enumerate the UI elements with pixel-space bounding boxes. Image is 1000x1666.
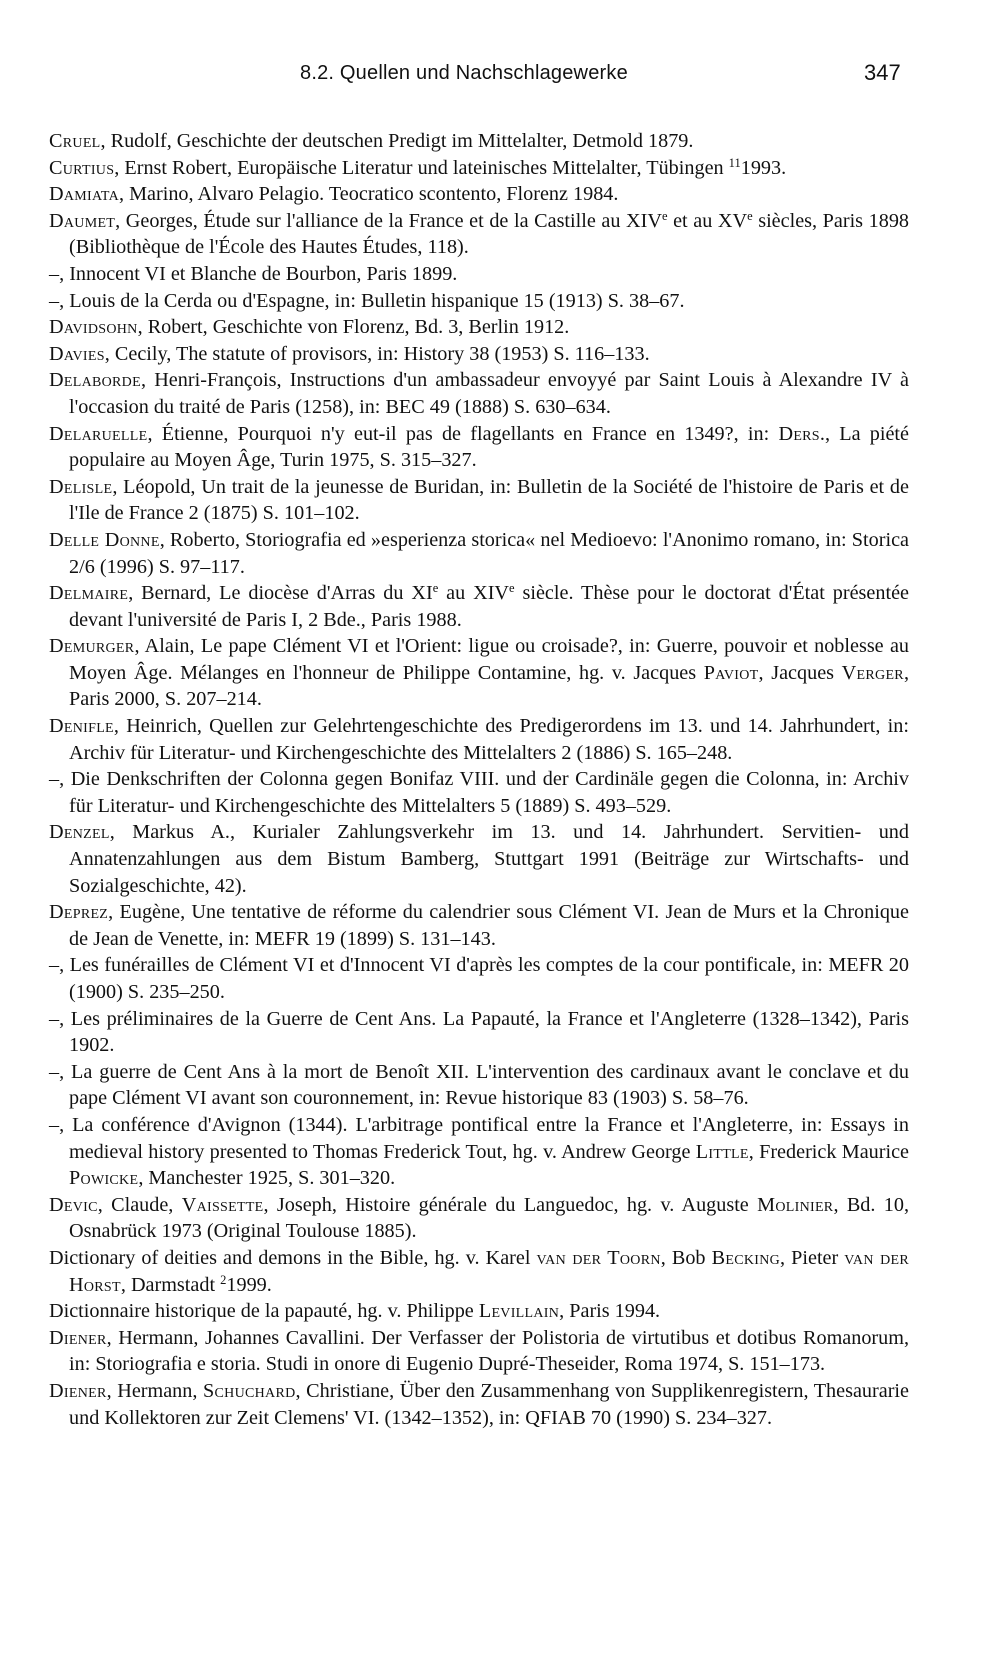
author-name: Diener [49,1326,107,1349]
entry-text: –, Les funérailles de Clément VI et d'Innocent VI d'après les comptes de la cour pontificale, in: MEFR 20 (1900) S. 235–250. [49,954,909,1003]
entry-text: –, Die Denkschriften der Colonna gegen Bonifaz VIII. und der Cardinäle gegen die Colonna, in: Archiv für Literatur- und Kirchengeschichte des Mittelalters 5 (1889) S. 493–529. [49,768,909,817]
entry-text: siècle. Thèse pour le doctorat d'État présentée devant l'université de Paris I, 2 Bde., Paris 1988. [69,582,909,631]
author-name: Delmaire [49,582,129,605]
author-name: Curtius [49,156,115,179]
entry-text: au XIV [438,582,510,605]
entry-text: ., La piété populaire au Moyen Âge, Turin 1975, S. 315–327. [69,422,909,472]
entry-text: 1999. [226,1273,272,1296]
entry-text: , Marino, Alvaro Pelagio. Teocratico scontento, Florenz 1984. [119,183,619,206]
entry-text: , Henri-François, Instructions d'un ambassadeur envoyyé par Saint Louis à Alexandre IV à l'occasion du traité de Paris (1258), in: BEC 49 (1888) S. 630–634. [69,369,909,418]
author-name: Davies [49,342,105,365]
bibliography-entry-curtius [49,155,909,182]
entry-text: , Paris 1994. [559,1300,661,1323]
entry-text: , Christiane, Über den Zusammenhang von Supplikenregistern, Thesaurarie und Kollektoren zur Zeit Clemens' VI. (1342–1352), in: QFIAB 70 (1990) S. 234–327. [69,1379,909,1429]
author-name: Denifle [49,715,114,738]
author-name: Cruel [49,130,101,152]
entry-text: , Étienne, Pourquoi n'y eut-il pas de flagellants en France en 1349?, in: [147,422,779,445]
bibliography-entry-delle-donne [49,527,909,580]
author-name: Davidsohn [49,316,138,339]
superscript: 11 [728,155,741,170]
entry-text: –, Les préliminaires de la Guerre de Cent Ans. La Papauté, la France et l'Angleterre (1328–1342), Paris 1902. [49,1007,909,1057]
entry-text: , Darmstadt [120,1273,221,1296]
bibliography-entry-deprez-4 [49,1059,909,1112]
author-name: Deprez [49,901,109,924]
entry-text: et au XV [667,209,748,232]
bibliography-entry-denifle-1 [49,713,909,766]
entry-text: Dictionary of deities and demons in the Bible, hg. v. Karel [49,1246,537,1269]
bibliography-entry-delisle [49,474,909,527]
entry-text: Dictionnaire historique de la papauté, hg. v. Philippe [49,1300,479,1323]
author-name: Demurger [49,635,135,658]
bibliography-entry-damiata [49,181,909,208]
bibliography-entry-devic [49,1192,909,1245]
entry-text: , Paris 2000, S. 207–214. [69,661,909,711]
author-name: Becking [711,1246,781,1269]
bibliography-entry-daumet-1 [49,208,909,261]
page-number: 347 [864,60,901,85]
entry-text: , Eugène, Une tentative de réforme du calendrier sous Clément VI. Jean de Murs et la Chronique de Jean de Venette, in: MEFR 19 (1899) S. 131–143. [69,901,909,950]
bibliography-entry-diener-2 [49,1378,909,1431]
bibliography-entry-daumet-2 [49,261,909,288]
entry-text: , Bob [660,1246,712,1269]
entry-text: –, Innocent VI et Blanche de Bourbon, Paris 1899. [49,262,458,285]
entry-text: , Manchester 1925, S. 301–320. [138,1167,396,1190]
entry-text: –, La guerre de Cent Ans à la mort de Benoît XII. L'intervention des cardinaux avant le conclave et du pape Clément VI avant son couronnement, in: Revue historique 83 (1903) S. 58–76. [49,1060,909,1110]
entry-text: , Hermann, [106,1379,204,1402]
entry-text: , Alain, Le pape Clément VI et l'Orient: ligue ou croisade?, in: Guerre, pouvoir et noblesse au Moyen Âge. Mélanges en l'honneur de Philippe Contamine, hg. v. Jacques [69,635,909,684]
author-name: Paviot [703,661,759,684]
entry-text: –, Louis de la Cerda ou d'Espagne, in: Bulletin hispanique 15 (1913) S. 38–67. [49,289,685,312]
bibliography-entry-diener-1 [49,1325,909,1378]
entry-text: , Frederick Maurice [748,1140,909,1163]
entry-text: , Heinrich, Quellen zur Gelehrtengeschichte des Predigerordens im 13. und 14. Jahrhundert, in: Archiv für Literatur- und Kirchengeschichte des Mittelalters 2 (1886) S. 165–248. [69,715,909,764]
entry-text: , Rudolf, Geschichte der deutschen Predigt im Mittelalter, Detmold 1879. [100,130,694,152]
bibliography-entry-deprez-3 [49,1006,909,1059]
author-name: van der Toorn [536,1246,661,1269]
author-name: Molinier [757,1193,834,1216]
author-name: Delle Donne [49,528,160,551]
bibliography-entry-davies [49,341,909,368]
bibliography-entry-cruel [49,128,909,155]
bibliography-entry-deprez-2 [49,952,909,1005]
author-name: Powicke [69,1167,139,1190]
author-name: Delaruelle [49,422,148,445]
superscript: e [509,581,515,596]
author-name: Vaissette [181,1193,264,1216]
bibliography-entry-dictionary-deities [49,1245,909,1298]
superscript: 2 [220,1272,227,1287]
superscript: e [747,208,753,223]
entry-text: , Ernst Robert, Europäische Literatur und lateinisches Mittelalter, Tübingen [114,156,729,179]
entry-text: , Claude, [97,1193,182,1216]
author-name: Delaborde [49,369,141,392]
bibliography-entry-delmaire [49,580,909,633]
author-name: Levillain [478,1300,560,1323]
running-head: 8.2. Quellen und Nachschlagewerke [300,62,628,84]
author-name: Delisle [49,475,113,498]
bibliography-entry-delaborde [49,367,909,420]
bibliography-entry-deprez-5 [49,1112,909,1192]
bibliography-entry-denifle-2 [49,766,909,819]
bibliography-entry-deprez-1 [49,899,909,952]
entry-text: , Bd. 10, Osnabrück 1973 (Original Toulouse 1885). [69,1193,910,1243]
author-name: Devic [49,1193,98,1216]
bibliography-list [49,128,909,1431]
entry-text: , Robert, Geschichte von Florenz, Bd. 3, Berlin 1912. [137,316,570,339]
author-name: Daumet [49,209,116,232]
bibliography-entry-demurger [49,633,909,713]
author-name: Diener [49,1379,107,1402]
entry-text: , Roberto, Storiografia ed »esperienza storica« nel Medioevo: l'Anonimo romano, in: Storica 2/6 (1996) S. 97–117. [69,528,909,578]
bibliography-entry-delaruelle [49,421,909,474]
superscript: e [432,581,439,596]
author-name: Verger [841,661,904,684]
entry-text: , Jacques [758,661,842,684]
entry-text: siècles, Paris 1898 (Bibliothèque de l'École des Hautes Études, 118). [69,209,910,259]
entry-text: , Markus A., Kurialer Zahlungsverkehr im 13. und 14. Jahrhundert. Servitien- und Annatenzahlungen aus dem Bistum Bamberg, Stuttgart 1991 (Beiträge zur Wirtschafts- und Sozialgeschichte, 42). [69,821,909,897]
author-name: Denzel [49,821,110,844]
author-name: Damiata [49,183,119,206]
bibliography-entry-dictionnaire-papaute [49,1298,909,1325]
entry-text: , Bernard, Le diocèse d'Arras du XI [128,582,433,605]
entry-text: , Pieter [780,1246,845,1269]
entry-text: 1993. [740,156,787,179]
author-name: Little [695,1140,749,1163]
author-name: Schuchard [203,1379,296,1402]
bibliography-entry-davidsohn [49,314,909,341]
superscript: e [661,208,668,223]
entry-text: –, La conférence d'Avignon (1344). L'arbitrage pontifical entre la France et l'Angleterre, in: Essays in medieval history presented to Thomas Frederick Tout, hg. v. Andrew George [49,1113,909,1163]
entry-text: , Hermann, Johannes Cavallini. Der Verfasser der Polistoria de virtutibus et dotibus Romanorum, in: Storiografia e storia. Studi in onore di Eugenio Dupré-Theseider, Roma 1974, S. 151–173. [69,1326,909,1376]
entry-text: , Léopold, Un trait de la jeunesse de Buridan, in: Bulletin de la Société de l'histoire de Paris et de l'Ile de France 2 (1875) S. 101–102. [69,475,909,525]
author-name: Ders [778,422,820,445]
bibliography-entry-denzel [49,819,909,899]
entry-text: , Cecily, The statute of provisors, in: History 38 (1953) S. 116–133. [104,342,650,365]
bibliography-entry-daumet-3 [49,288,909,315]
author-name: van der Horst [69,1246,909,1296]
entry-text: , Georges, Étude sur l'alliance de la France et de la Castille au XIV [115,209,662,232]
entry-text: , Joseph, Histoire générale du Languedoc, hg. v. Auguste [263,1193,758,1216]
